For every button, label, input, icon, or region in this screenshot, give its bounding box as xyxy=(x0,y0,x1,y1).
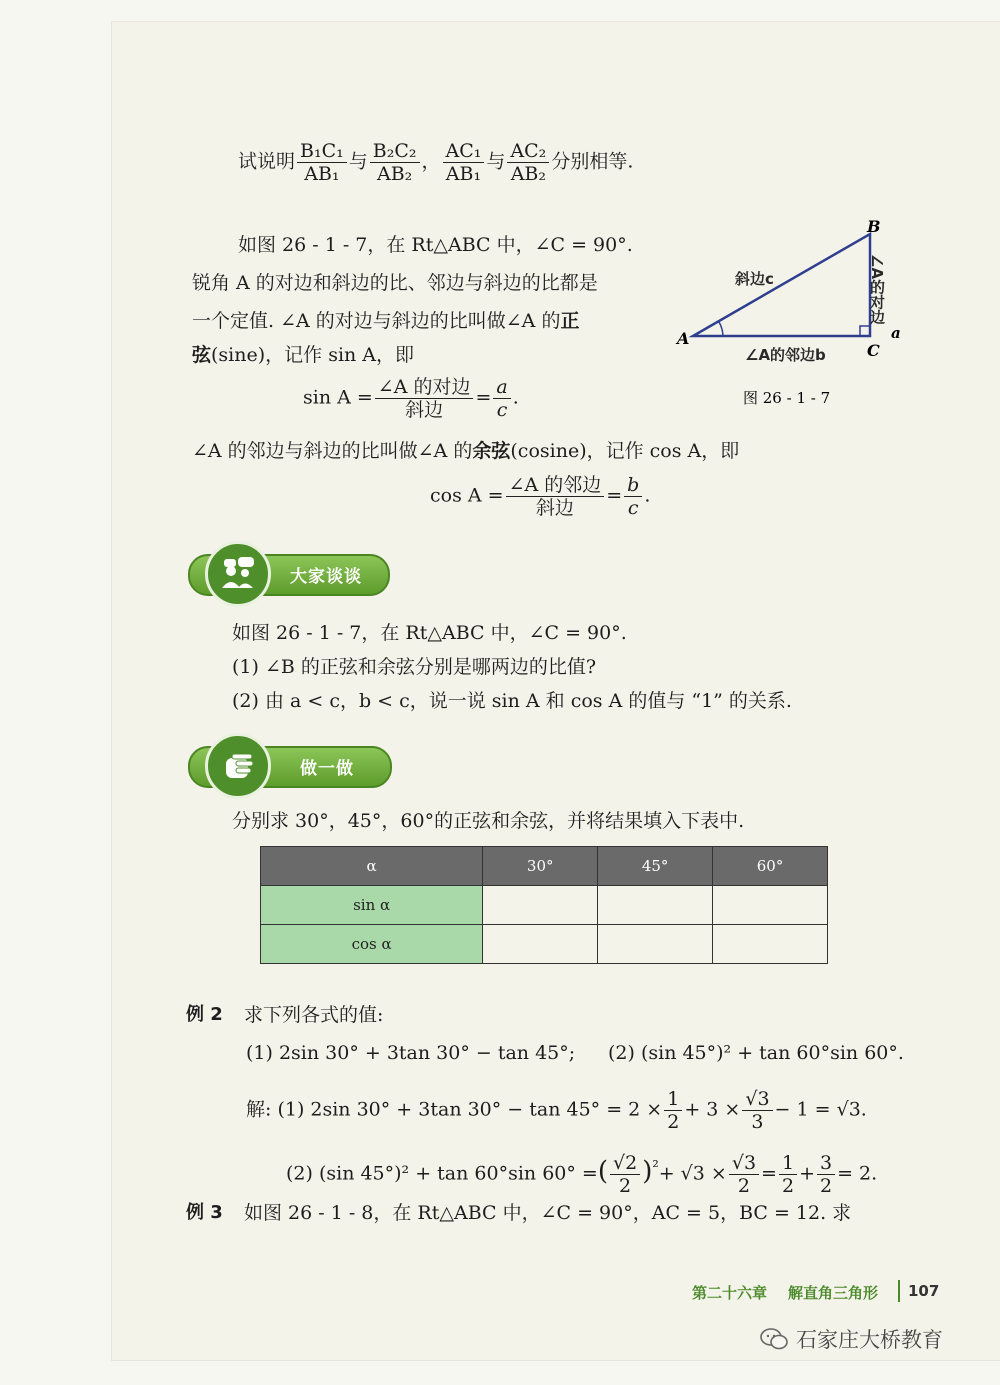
fraction-b1c1-ab1: $\frac{\text{B₁C₁}}{\text{AB₁}}$ xyxy=(297,140,347,185)
table-header-45: 45° xyxy=(598,847,713,886)
vertex-b: B xyxy=(867,217,881,236)
footer-divider xyxy=(898,1280,900,1302)
example3-text: 如图 26 - 1 - 8，在 Rt△ABC 中，∠C = 90°，AC = 5，BC = 12. 求 xyxy=(244,1202,852,1224)
discuss-label: 大家谈谈 xyxy=(290,567,362,587)
table-cell[interactable] xyxy=(598,925,713,964)
intro-line: 试说明 $\frac{\text{B₁C₁}}{\text{AB₁}}$ 与 $\frac{\text{B₂C₂}}{\text{AB₂}}$ ， $\frac{\text{AC₁}}{\text{AB₁}}$ 与 $\frac{\text{AC₂}}{\text{AB₂}}$ 分别相等. xyxy=(238,140,634,185)
triangle-figure xyxy=(665,212,915,412)
hand-icon xyxy=(205,733,271,799)
discuss-line3: (2) 由 a < c，b < c，说一说 sin A 和 cos A 的值与 “1” 的关系. xyxy=(232,690,792,712)
page-number: 107 xyxy=(908,1282,940,1300)
example2-solution1: 解: (1) 2sin 30° + 3tan 30° − tan 45° = 2 × $\frac{1}{2}$ + 3 × $\frac{√3}{3}$ − 1 = √3. xyxy=(246,1088,867,1133)
figure-caption: 图 26 - 1 - 7 xyxy=(743,389,831,407)
example2-q1: (1) 2sin 30° + 3tan 30° − tan 45°; xyxy=(246,1042,576,1064)
watermark xyxy=(760,1324,943,1354)
footer-title: 解直角三角形 xyxy=(788,1284,879,1302)
cos-formula: cos A = $\frac{\text{∠A 的邻边}}{\text{斜边}}$ = $\frac{b}{c}$ . xyxy=(430,474,651,519)
para1-line1: 如图 26 - 1 - 7，在 Rt△ABC 中，∠C = 90°. xyxy=(238,234,633,256)
opposite-label: ∠A的对边 xyxy=(868,254,886,325)
para1-line4: 弦(sine)，记作 sin A，即 xyxy=(192,344,415,366)
discuss-line2: (1) ∠B 的正弦和余弦分别是哪两边的比值? xyxy=(232,656,597,678)
trig-table xyxy=(260,846,828,964)
doit-line1: 分别求 30°，45°，60°的正弦和余弦，并将结果填入下表中. xyxy=(232,810,745,832)
table-cell[interactable] xyxy=(713,925,828,964)
chat-people-icon xyxy=(205,541,271,607)
fraction-ac1-ab1: $\frac{\text{AC₁}}{\text{AB₁}}$ xyxy=(443,140,485,185)
fraction-ac2-ab2: $\frac{\text{AC₂}}{\text{AB₂}}$ xyxy=(507,140,549,185)
wechat-icon xyxy=(760,1327,788,1351)
footer-chapter: 第二十六章 xyxy=(692,1284,768,1302)
table-cell[interactable] xyxy=(483,925,598,964)
table-header-30: 30° xyxy=(483,847,598,886)
table-cell[interactable] xyxy=(483,886,598,925)
doit-label: 做一做 xyxy=(300,759,354,779)
discuss-line1: 如图 26 - 1 - 7，在 Rt△ABC 中，∠C = 90°. xyxy=(232,622,627,644)
para1-line3: 一个定值. ∠A 的对边与斜边的比叫做∠A 的正 xyxy=(192,310,580,332)
vertex-a: A xyxy=(677,329,690,348)
adjacent-label: ∠A的邻边b xyxy=(745,346,826,364)
table-row-sin: sin α xyxy=(261,886,483,925)
hypotenuse-label: 斜边c xyxy=(735,270,774,288)
example2-solution2: (2) (sin 45°)² + tan 60°sin 60° =( $\frac{√2}{2}$ )$^{^2}$+ √3 × $\frac{√3}{2}$ = $\frac{1}{2}$ + $\frac{3}{2}$ = 2. xyxy=(286,1152,878,1197)
para1-line2: 锐角 A 的对边和斜边的比、邻边与斜边的比都是 xyxy=(192,272,598,294)
table-cell[interactable] xyxy=(713,886,828,925)
example3-tag: 例 3 xyxy=(186,1202,223,1223)
sin-formula: sin A = $\frac{\text{∠A 的对边}}{\text{斜边}}$ = $\frac{a}{c}$ . xyxy=(303,376,519,421)
para2: ∠A 的邻边与斜边的比叫做∠A 的余弦(cosine)，记作 cos A，即 xyxy=(192,440,740,462)
table-cell[interactable] xyxy=(598,886,713,925)
example2-q2: (2) (sin 45°)² + tan 60°sin 60°. xyxy=(608,1042,904,1064)
opposite-a: a xyxy=(891,324,901,342)
fraction-b2c2-ab2: $\frac{\text{B₂C₂}}{\text{AB₂}}$ xyxy=(370,140,420,185)
table-header-60: 60° xyxy=(713,847,828,886)
example2-title: 求下列各式的值: xyxy=(244,1004,384,1026)
vertex-c: C xyxy=(867,341,880,360)
table-corner: α xyxy=(261,847,483,886)
table-row-cos: cos α xyxy=(261,925,483,964)
example2-tag: 例 2 xyxy=(186,1004,223,1025)
watermark-text: 石家庄大桥教育 xyxy=(796,1328,943,1352)
